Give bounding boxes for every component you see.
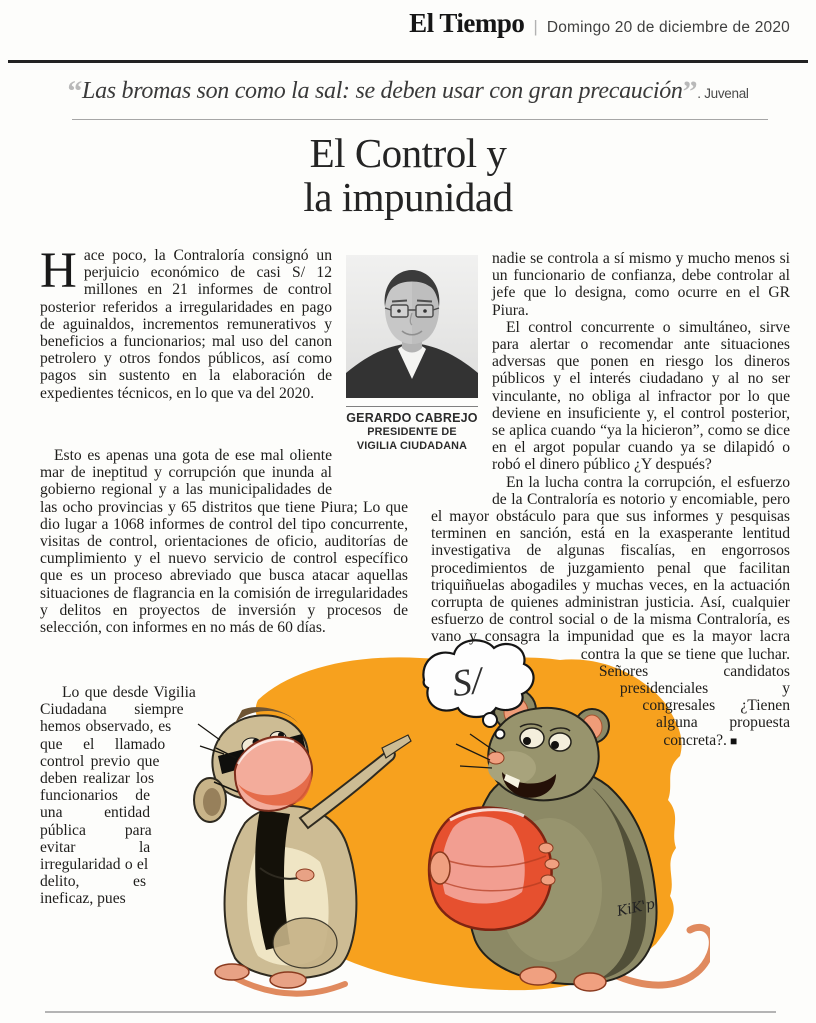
cartoon-flow-spacer-left	[145, 684, 408, 934]
drop-cap: H	[40, 243, 77, 299]
article-title-line1: El Control y	[309, 130, 507, 176]
author-role-line2: VIGILIA CIUDADANA	[356, 439, 468, 452]
end-mark: ■	[729, 733, 738, 748]
masthead-rule	[8, 60, 808, 63]
column-left-top	[40, 243, 332, 449]
article-title-line2: la impunidad	[303, 174, 513, 220]
column-left-middle	[40, 447, 408, 685]
paragraph-lead	[40, 243, 332, 402]
currency-bubble-text: S/	[449, 659, 485, 706]
paragraph-lead-text: ace poco, la Contraloría consignó un perjuicio económico de casi S/ 12 millones en 21 informes de control posterior referidos a irregularidades en pago de aguinaldos, incrementos remunerativos y beneficios a funcionarios; mal uso del canon petrolero y otros fondos públicos, así como pagos sin sustento en la elaboración de expedientes técnicos, en lo que va del 2020.	[40, 247, 332, 402]
article-title	[0, 131, 816, 219]
author-role-line1: PRESIDENTE DE	[367, 426, 457, 438]
edition-date: Domingo 20 de diciembre de 2020	[546, 19, 790, 36]
photo-flow-spacer	[430, 250, 492, 502]
author-name: GERARDO CABREJO	[346, 411, 478, 425]
epigraph-text: Las bromas son como la sal: se deben usar con gran precaución	[82, 78, 683, 104]
cartoonist-signature: KiK'p	[615, 896, 657, 920]
paragraph-closing-text: En la lucha contra la corrupción, el esfuerzo de la Contraloría es notorio y encomiable, pero el mayor obstáculo para que sus informes y pesquisas terminen en sanción, está en la exasperante lentitud investigativa de algunas fiscalías, en engorrosos procedimientos de juzgamiento penal que facilitan triquiñuelas abogadiles y muchas veces, en la actuación corrupta de quienes administran justicia. Así, cualquier esfuerzo de control social o de la misma Contraloría, es vano y consagra la impunidad que es la mayor lacra contra la que se tiene que luchar. Señores candidatos presidenciales y congresales ¿Tienen alguna propuesta concreta?.	[431, 473, 790, 749]
masthead	[409, 8, 790, 39]
masthead-separator: |	[533, 17, 538, 36]
epigraph-rule	[72, 119, 768, 120]
paragraph-concurrent-control: El control concurrente o simultáneo, sirve para alertar o recomendar ante situaciones adversas que ponen en riesgo los dineros públicos y el interés ciudadano y al no ser vinculante, no obliga al infractor por lo que deviene en insuficiente y, el control posterior, se aplica cuando “ya la hicieron”, como se dice en el argot popular cuando ya se dilapidó o robó el dinero público ¿Y después?	[492, 318, 790, 474]
paragraph-continued: nadie se controla a sí mismo y mucho menos si un funcionario de confianza, debe controlar al jefe que lo designa, como ocurre en el GR Piura.	[492, 250, 790, 319]
epigraph	[0, 72, 816, 106]
close-quote-icon: ”	[682, 75, 698, 108]
footer-rule	[45, 1011, 776, 1013]
caption-flow-spacer	[332, 447, 408, 498]
newspaper-name: El Tiempo	[409, 8, 525, 38]
paragraph-vigilia: Lo que desde Vigilia Ciudadana siempre hemos observado, es que el llamado control previo que deben realizar los funcionarios de una entidad pública para evitar la irregularidad o el delito, es ineficaz, pues	[40, 684, 196, 908]
epigraph-attribution: . Juvenal	[697, 86, 749, 101]
column-left-bottom	[40, 684, 408, 940]
paragraph-gota: Esto es apenas una gota de ese mal oliente mar de ineptitud y corrupción que inunda al gobierno regional y a las municipalidades de las ocho provincias y 65 distritos que tiene Piura; Lo que dio lugar a 1068 informes de control del tipo concurrente, visitas de control, orientaciones de oficio, auditorías de cumplimiento y el nuevo servicio de control específico que es un proceso abreviado que busca atacar aquellas situaciones de flagrancia en la comisión de irregularidades y delitos en proyectos de inversión y procesos de selección, con informes en no más de 60 días.	[40, 447, 408, 637]
open-quote-icon: “	[67, 75, 83, 108]
column-right	[430, 250, 790, 966]
